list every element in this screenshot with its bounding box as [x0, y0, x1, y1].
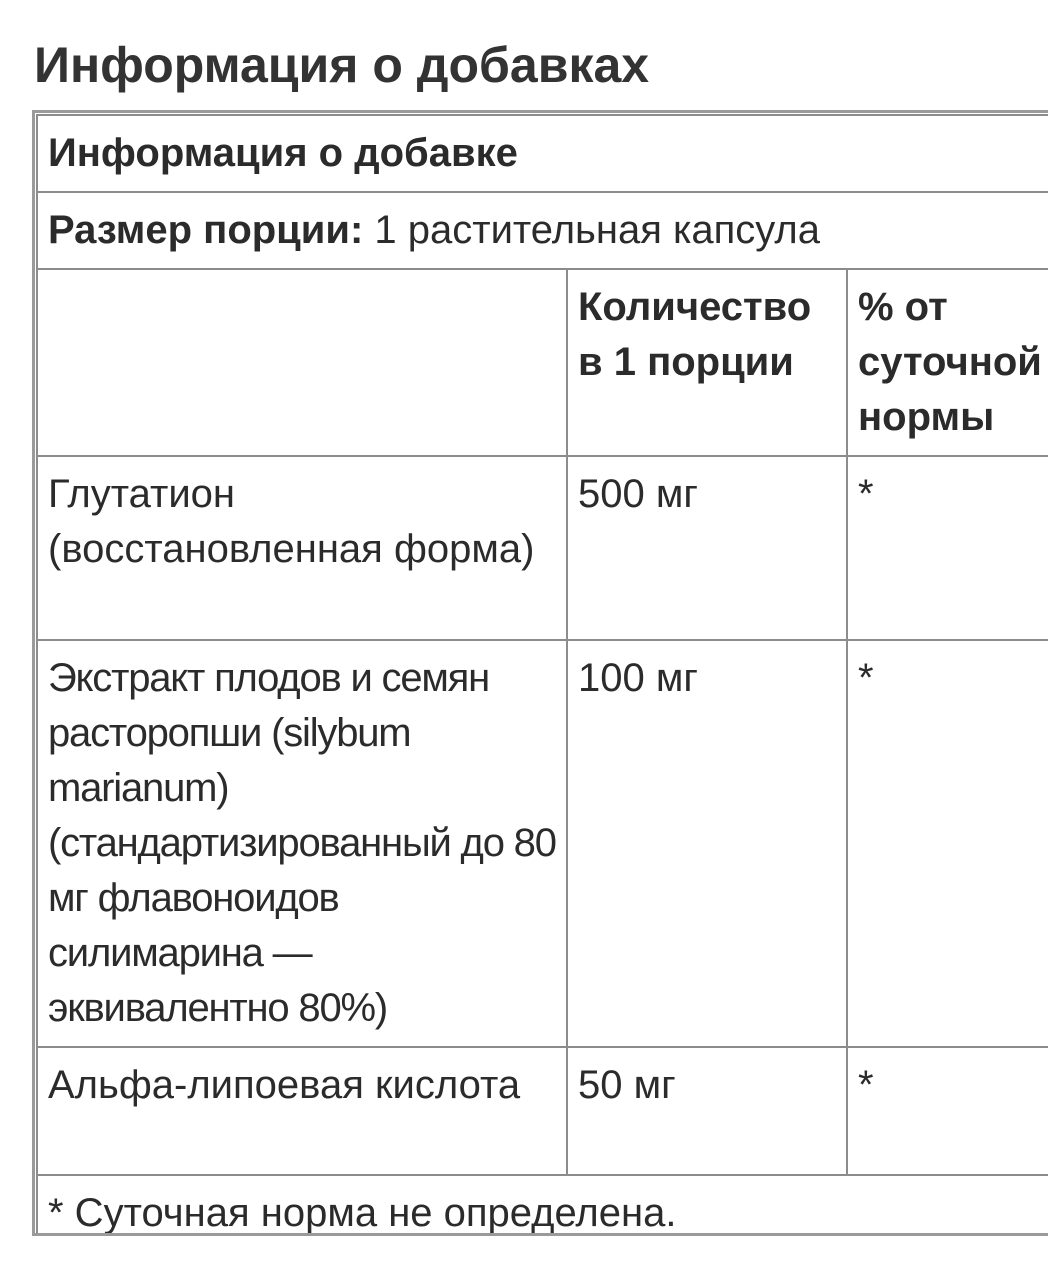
table-row	[37, 1047, 1048, 1175]
column-headers-row	[37, 269, 1048, 456]
ingredient-amount: 50 мг	[567, 1047, 847, 1175]
column-header-name	[37, 269, 567, 456]
serving-size	[37, 192, 1048, 269]
ingredient-name: Глутатион (восстановленная форма)	[37, 456, 567, 640]
ingredient-daily-value: *	[847, 1047, 1048, 1175]
page-title: Информация о добавках	[34, 37, 650, 93]
ingredient-daily-value: *	[847, 640, 1048, 1047]
footnote: * Суточная норма не определена.	[37, 1175, 1048, 1236]
supplement-facts-table	[32, 110, 1048, 1236]
table-row	[37, 640, 1048, 1047]
table-header: Информация о добавке	[37, 115, 1048, 192]
column-header-amount: Количество в 1 порции	[567, 269, 847, 456]
ingredient-name: Экстракт плодов и семян расторопши (silybum marianum) (стандартизированный до 80 мг флавоноидов силимарина — эквивалентно 80%)	[37, 640, 567, 1047]
table-row	[37, 456, 1048, 640]
serving-size-row	[37, 192, 1048, 269]
footnote-row	[37, 1175, 1048, 1236]
ingredient-name: Альфа-липоевая кислота	[37, 1047, 567, 1175]
ingredient-daily-value: *	[847, 456, 1048, 640]
serving-size-label: Размер порции:	[48, 208, 364, 252]
serving-size-value: 1 растительная капсула	[374, 208, 820, 252]
column-header-daily-value: % от суточной нормы	[847, 269, 1048, 456]
ingredient-amount: 100 мг	[567, 640, 847, 1047]
table-header-row	[37, 115, 1048, 192]
ingredient-amount: 500 мг	[567, 456, 847, 640]
